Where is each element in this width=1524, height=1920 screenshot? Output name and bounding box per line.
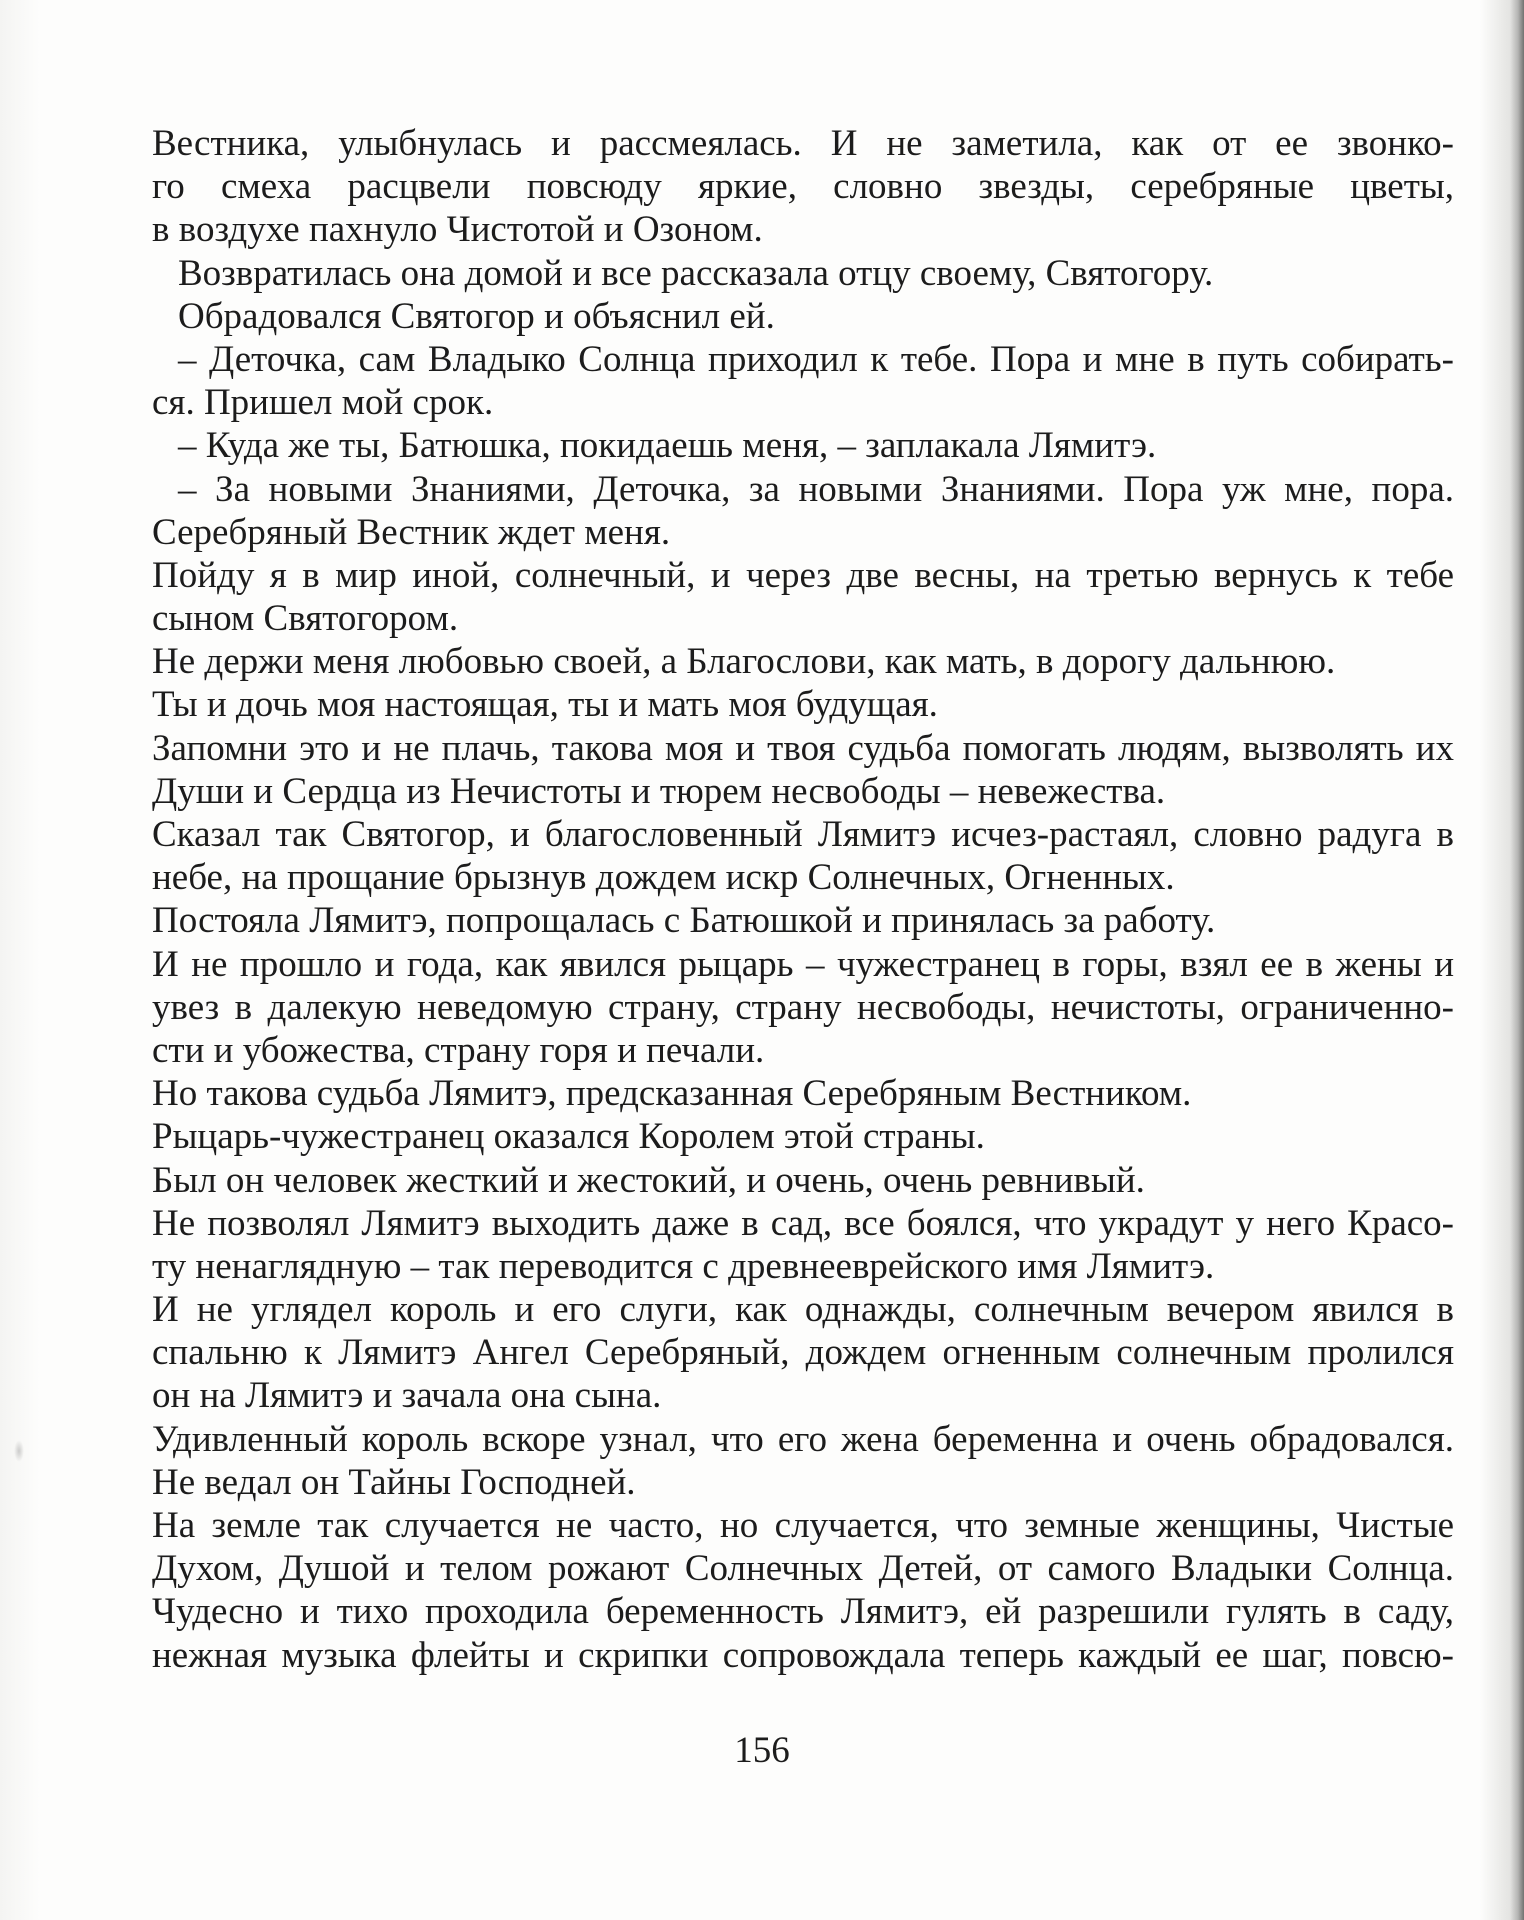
text-line: Но такова судьба Лямитэ, предсказанная Серебряным Вестником. <box>152 1073 1192 1115</box>
text-line: Постояла Лямитэ, попрощалась с Батюшкой и принялась за работу. <box>152 900 1216 942</box>
text-line: – За новыми Знаниями, Деточка, за новыми Знаниями. Пора уж мне, пора. <box>178 468 1454 510</box>
text-line: Возвратилась она домой и все рассказала отцу своему, Святогору. <box>178 252 1214 294</box>
text-line: в воздухе пахнуло Чистотой и Озоном. <box>152 209 763 251</box>
text-line: го смеха расцвели повсюду яркие, словно звезды, серебряные цветы, <box>152 166 1454 208</box>
text-line: – Куда же ты, Батюшка, покидаешь меня, – заплакала Лямитэ. <box>178 425 1157 467</box>
text-line: увез в далекую неведомую страну, страну несвободы, нечистоты, ограниченно- <box>152 986 1454 1028</box>
text-line: Чудесно и тихо проходила беременность Лямитэ, ей разрешили гулять в саду, <box>152 1591 1454 1633</box>
text-line: Был он человек жесткий и жестокий, и очень, очень ревнивый. <box>152 1159 1145 1201</box>
text-line: сыном Святогором. <box>152 598 459 640</box>
text-line: Души и Сердца из Нечистоты и тюрем несвободы – невежества. <box>152 770 1166 812</box>
text-line: Ты и дочь моя настоящая, ты и мать моя будущая. <box>152 684 938 726</box>
text-line: ту ненаглядную – так переводится с древнееврейского имя Лямитэ. <box>152 1245 1215 1287</box>
text-line: Духом, Душой и телом рожают Солнечных Детей, от самого Владыки Солнца. <box>152 1548 1454 1590</box>
text-line: небе, на прощание брызнув дождем искр Солнечных, Огненных. <box>152 857 1175 899</box>
text-line: Вестника, улыбнулась и рассмеялась. И не заметила, как от ее звонко- <box>152 123 1454 164</box>
text-line: нежная музыка флейты и скрипки сопровождала теперь каждый ее шаг, повсю- <box>152 1634 1454 1676</box>
text-line: И не прошло и года, как явился рыцарь – чужестранец в горы, взял ее в жены и <box>152 943 1454 985</box>
text-line: Серебряный Вестник ждет меня. <box>152 511 671 553</box>
text-line: Обрадовался Святогор и объяснил ей. <box>178 295 775 337</box>
text-line: И не углядел король и его слуги, как однажды, солнечным вечером явился в <box>152 1289 1454 1331</box>
text-line: Запомни это и не плачь, такова моя и твоя судьба помогать людям, вызволять их <box>152 727 1454 769</box>
page-edge-shadow <box>1510 0 1524 1920</box>
text-line: Не держи меня любовью своей, а Благослови, как мать, в дорогу дальнюю. <box>152 641 1336 683</box>
text-line: На земле так случается не часто, но случается, что земные женщины, Чистые <box>152 1505 1454 1546</box>
page-number: 156 <box>734 1730 790 1771</box>
text-line: ся. Пришел мой срок. <box>152 382 494 424</box>
text-line: Сказал так Святогор, и благословенный Лямитэ исчез-растаял, словно радуга в <box>152 814 1454 855</box>
text-line: сти и убожества, страну горя и печали. <box>152 1029 765 1071</box>
text-line: спальню к Лямитэ Ангел Серебряный, дождем огненным солнечным пролился <box>152 1332 1454 1374</box>
text-line: он на Лямитэ и зачала она сына. <box>152 1375 662 1417</box>
text-line: – Деточка, сам Владыко Солнца приходил к тебе. Пора и мне в путь собирать- <box>178 338 1454 380</box>
scan-smudge <box>14 1440 24 1462</box>
text-line: Не ведал он Тайны Господней. <box>152 1461 636 1503</box>
text-line: Не позволял Лямитэ выходить даже в сад, все боялся, что украдут у него Красо- <box>152 1202 1454 1244</box>
text-line: Рыцарь-чужестранец оказался Королем этой страны. <box>152 1116 985 1158</box>
text-line: Удивленный король вскоре узнал, что его жена беременна и очень обрадовался. <box>152 1418 1454 1460</box>
text-line: Пойду я в мир иной, солнечный, и через две весны, на третью вернусь к тебе <box>152 554 1454 596</box>
body-text <box>152 122 1454 1677</box>
